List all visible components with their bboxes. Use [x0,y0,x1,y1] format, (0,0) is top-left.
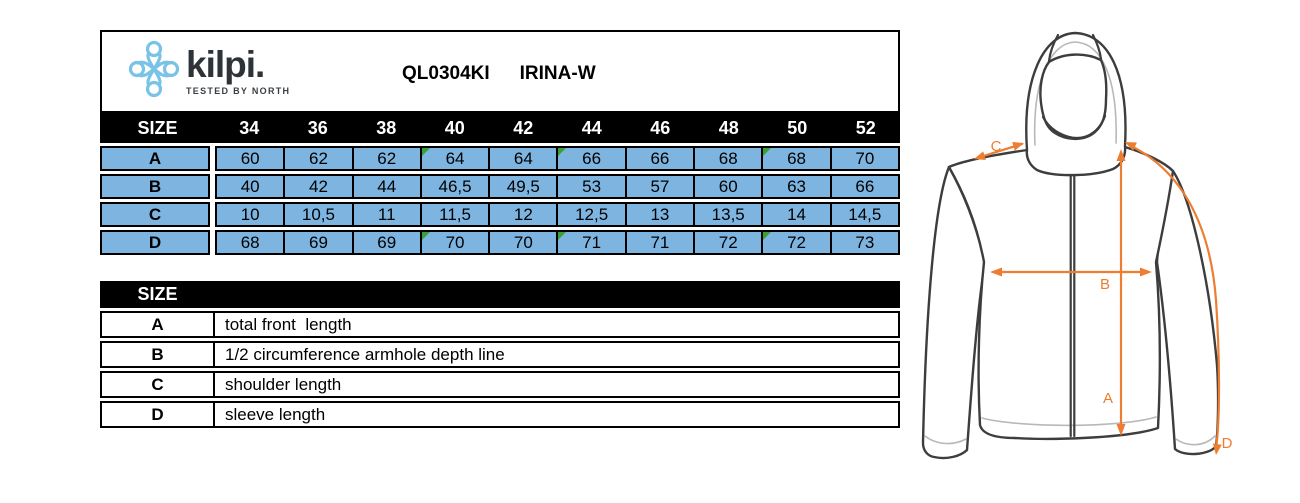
size-value-cell: 71 [556,230,626,255]
legend-row-B [100,341,900,368]
size-value-cell: 70 [420,230,490,255]
size-value-cell: 64 [488,146,558,171]
size-column-header: 52 [855,117,876,138]
legend-row-C [100,371,900,398]
size-value-cell: 72 [693,230,763,255]
size-column-headers [215,118,900,139]
size-value-cell: 69 [283,230,353,255]
legend-row-A [100,311,900,338]
size-column-header: 38 [376,117,397,138]
header-box [100,30,900,113]
legend-description-cell: total front length [225,314,352,334]
product-title [402,63,596,85]
size-column-header: 40 [444,117,465,138]
size-column-header: 34 [239,117,260,138]
size-value-cell: 49,5 [488,174,558,199]
legend-table-rows [100,311,900,428]
measure-label-B: B [1099,276,1111,293]
size-value-cell: 14,5 [830,202,900,227]
row-label-cell: B [100,174,210,199]
size-value-cell: 62 [283,146,353,171]
size-column-header: 36 [307,117,328,138]
arrowhead-C-left [974,151,986,160]
size-value-cell: 64 [420,146,490,171]
size-value-cell: 12 [488,202,558,227]
size-value-cell: 68 [215,230,285,255]
size-value-cell: 68 [761,146,831,171]
size-value-cell: 44 [352,174,422,199]
size-value-cell: 13,5 [693,202,763,227]
legend-description-cell: 1/2 circumference armhole depth line [225,344,505,364]
size-table [100,113,900,255]
size-value-cell: 60 [693,174,763,199]
size-value-cell: 70 [488,230,558,255]
size-value-cell: 42 [283,174,353,199]
size-value-cell: 70 [830,146,900,171]
size-value-cell: 40 [215,174,285,199]
legend-table-header [100,281,900,308]
size-value-cell: 12,5 [556,202,626,227]
size-value-cell: 66 [556,146,626,171]
product-code: QL0304KI [402,63,490,84]
row-label-cell: C [100,202,210,227]
measure-label-C: C [990,138,1002,155]
size-value-cell: 13 [625,202,695,227]
row-values [215,230,900,255]
size-column-header: 48 [718,117,739,138]
size-row-B [100,174,900,199]
legend-description-cell: shoulder length [225,374,342,394]
size-value-cell: 10,5 [283,202,353,227]
size-column-header: 50 [787,117,808,138]
brand-text [186,40,290,96]
size-table-rows [100,146,900,255]
size-table-header-label: SIZE [137,117,178,138]
size-value-cell: 10 [215,202,285,227]
size-value-cell: 11 [352,202,422,227]
size-value-cell: 68 [693,146,763,171]
size-row-D [100,230,900,255]
size-value-cell: 73 [830,230,900,255]
brand-name: kilpi. [186,44,265,85]
brand-logo [128,40,290,98]
row-values [215,174,900,199]
size-value-cell: 14 [761,202,831,227]
row-values [215,202,900,227]
size-column-header: 44 [581,117,602,138]
legend-header-label: SIZE [137,284,178,304]
size-value-cell: 60 [215,146,285,171]
legend-letter-cell: C [102,373,215,396]
arrowhead-C-right [1012,142,1024,151]
legend-row-D [100,401,900,428]
size-value-cell: 63 [761,174,831,199]
size-value-cell: 57 [625,174,695,199]
size-value-cell: 62 [352,146,422,171]
row-label-cell: A [100,146,210,171]
legend-description-cell: sleeve length [225,404,326,424]
size-value-cell: 46,5 [420,174,490,199]
kilpi-knot-icon [128,40,180,98]
row-values [215,146,900,171]
size-row-C [100,202,900,227]
legend-letter-cell: D [102,403,215,426]
jacket-diagram [920,5,1300,503]
product-name: IRINA-W [519,63,596,84]
legend-table [100,281,900,428]
brand-tagline: TESTED BY NORTH [186,86,291,96]
measure-label-D: D [1221,435,1233,452]
size-value-cell: 72 [761,230,831,255]
size-column-header: 46 [650,117,671,138]
row-label-cell: D [100,230,210,255]
size-column-header: 42 [513,117,534,138]
legend-letter-cell: A [102,313,215,336]
jacket-body [949,147,1173,439]
size-value-cell: 53 [556,174,626,199]
size-value-cell: 66 [625,146,695,171]
size-row-A [100,146,900,171]
size-value-cell: 66 [830,174,900,199]
legend-letter-cell: B [102,343,215,366]
measure-label-A: A [1102,390,1114,407]
size-table-header [100,113,900,143]
size-value-cell: 69 [352,230,422,255]
size-value-cell: 11,5 [420,202,490,227]
size-value-cell: 71 [625,230,695,255]
